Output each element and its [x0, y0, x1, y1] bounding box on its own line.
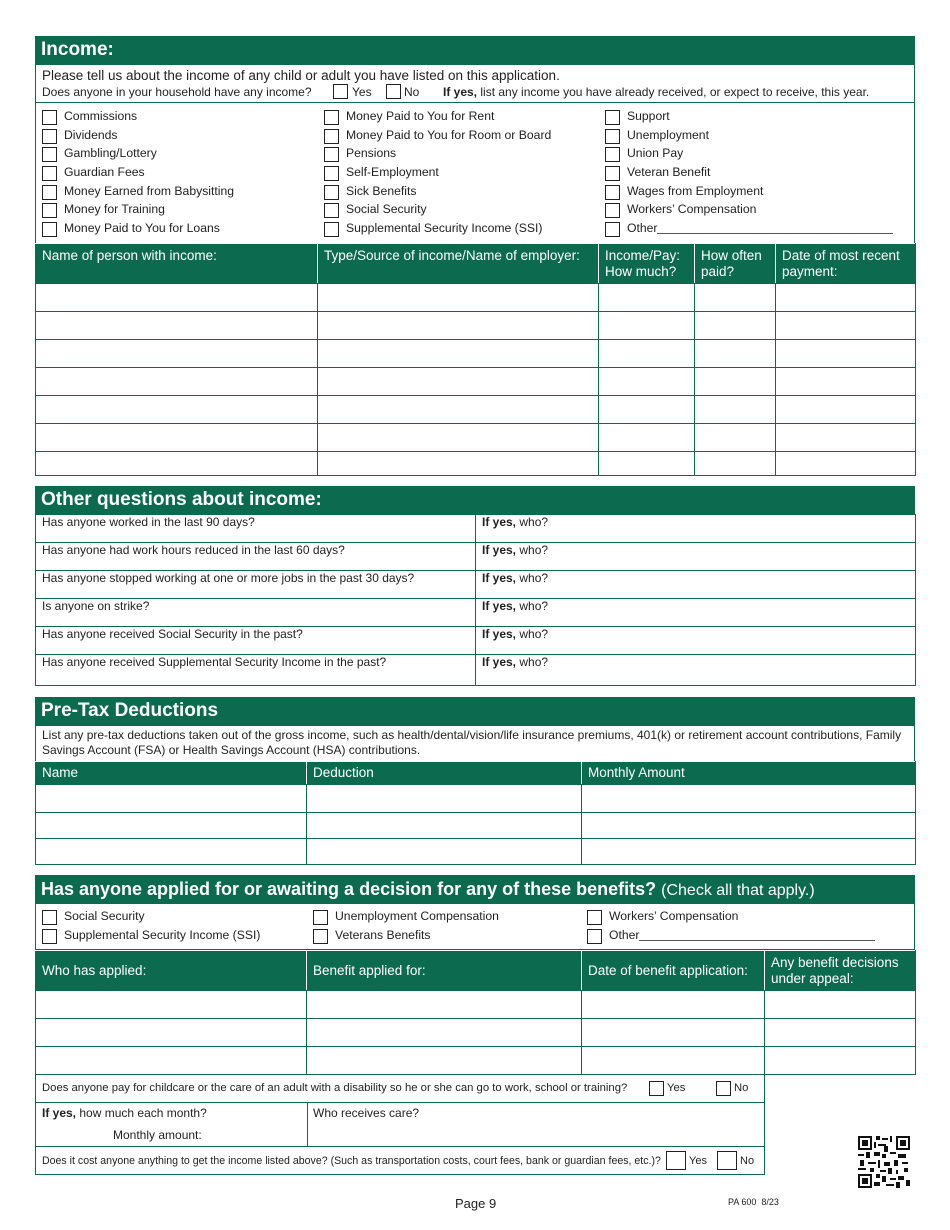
checkbox[interactable]	[42, 129, 57, 144]
checkbox[interactable]	[605, 110, 620, 125]
question-row	[36, 515, 916, 543]
income-no-checkbox[interactable]	[386, 84, 401, 99]
checkbox[interactable]	[605, 222, 620, 237]
table-row	[36, 813, 916, 839]
question-ssi: Has anyone received Supplemental Security Income in the past?	[36, 655, 476, 686]
benefits-title: Has anyone applied for or awaiting a decision for any of these benefits?	[41, 879, 657, 899]
table-row	[36, 284, 916, 312]
who-receives-care[interactable]: Who receives care?	[313, 1106, 420, 1120]
question-row	[36, 543, 916, 571]
question-social-security: Has anyone received Social Security in the past?	[36, 627, 476, 655]
table-row	[36, 368, 916, 396]
cost-question: Does it cost anyone anything to get the income listed above? (Such as transportation costs, court fees, bank or guardian fees, etc.)?	[42, 1155, 661, 1167]
pretax-description: List any pre-tax deductions taken out of the gross income, such as health/dental/vision/life insurance premiums, 401(k) or retirement account contributions, Family Savings Account (FSA) or Health Savings Account (HSA) contributions.	[42, 728, 902, 757]
pretax-table	[35, 761, 916, 865]
checkbox[interactable]	[42, 910, 57, 925]
table-row	[36, 785, 916, 813]
checkbox[interactable]	[42, 929, 57, 944]
childcare-no-checkbox[interactable]	[716, 1081, 731, 1096]
other-questions-header	[35, 486, 915, 514]
col-header-date-recent: Date of most recent payment:	[776, 244, 916, 284]
col-header-deduction: Deduction	[307, 762, 582, 785]
checkbox[interactable]	[324, 110, 339, 125]
col-header-name: Name	[36, 762, 307, 785]
table-row	[36, 312, 916, 340]
col-header-benefit-applied: Benefit applied for:	[307, 951, 582, 991]
checkbox[interactable]	[313, 910, 328, 925]
col-header-name: Name of person with income:	[36, 244, 318, 284]
if-yes-who[interactable]: If yes, who?	[476, 515, 916, 543]
income-question: Does anyone in your household have any income?	[42, 85, 312, 99]
col-header-under-appeal: Any benefit decisions under appeal:	[765, 951, 916, 991]
pretax-title: Pre-Tax Deductions	[41, 700, 219, 721]
table-row	[36, 1019, 916, 1047]
childcare-amount-row	[35, 1103, 765, 1147]
question-row	[36, 571, 916, 599]
if-yes-who[interactable]: If yes, who?	[476, 571, 916, 599]
table-row	[36, 839, 916, 865]
if-yes-who[interactable]: If yes, who?	[476, 655, 916, 686]
if-yes-who[interactable]: If yes, who?	[476, 543, 916, 571]
checkbox[interactable]	[324, 185, 339, 200]
table-row	[36, 396, 916, 424]
question-stopped-working: Has anyone stopped working at one or more jobs in the past 30 days?	[36, 571, 476, 599]
page-number: Page 9	[455, 1196, 497, 1211]
table-row	[36, 452, 916, 476]
col-header-monthly-amount: Monthly Amount	[582, 762, 916, 785]
checkbox[interactable]	[324, 129, 339, 144]
checkbox[interactable]	[324, 166, 339, 181]
checkbox[interactable]	[324, 203, 339, 218]
question-worked-90: Has anyone worked in the last 90 days?	[36, 515, 476, 543]
question-row	[36, 599, 916, 627]
question-row	[36, 627, 916, 655]
income-yes-checkbox[interactable]	[333, 84, 348, 99]
benefits-options-box: Social Security Supplemental Security Income (SSI) Unemployment Compensation Veterans Benefits Workers’ Compensation Other	[35, 903, 915, 950]
checkbox[interactable]	[605, 185, 620, 200]
benefits-header	[35, 875, 915, 903]
childcare-monthly-amount[interactable]: Monthly amount:	[113, 1128, 202, 1142]
income-section-header	[35, 36, 915, 64]
col-header-income-pay: Income/Pay: How much?	[599, 244, 695, 284]
col-header-date-application: Date of benefit application:	[582, 951, 765, 991]
childcare-yes-label: Yes	[667, 1082, 686, 1094]
form-id: PA 600 8/23	[728, 1197, 779, 1207]
divider	[307, 1103, 308, 1146]
checkbox[interactable]	[42, 185, 57, 200]
childcare-row	[35, 1074, 765, 1103]
income-no-label: No	[404, 85, 420, 99]
table-row	[36, 1047, 916, 1075]
cost-yes-checkbox[interactable]	[666, 1151, 686, 1170]
other-questions-title: Other questions about income:	[41, 489, 322, 510]
other-questions-table	[35, 514, 916, 686]
checkbox[interactable]	[42, 110, 57, 125]
question-hours-reduced: Has anyone had work hours reduced in the last 60 days?	[36, 543, 476, 571]
pretax-description-box	[35, 725, 915, 762]
income-question-row	[42, 85, 312, 99]
table-row	[36, 991, 916, 1019]
other-benefit-line[interactable]	[639, 929, 875, 941]
checkbox[interactable]	[324, 222, 339, 237]
table-row	[36, 340, 916, 368]
pretax-header	[35, 697, 915, 725]
income-table	[35, 243, 916, 476]
checkbox[interactable]	[42, 147, 57, 162]
checkbox[interactable]	[42, 222, 57, 237]
checkbox[interactable]	[587, 929, 602, 944]
col-header-type-source: Type/Source of income/Name of employer:	[318, 244, 599, 284]
checkbox[interactable]	[605, 147, 620, 162]
cost-no-label: No	[740, 1155, 755, 1167]
question-row	[36, 655, 916, 686]
checkbox[interactable]	[324, 147, 339, 162]
checkbox[interactable]	[42, 166, 57, 181]
question-strike: Is anyone on strike?	[36, 599, 476, 627]
checkbox[interactable]	[313, 929, 328, 944]
benefits-title-note: (Check all that apply.)	[661, 882, 815, 899]
checkbox[interactable]	[42, 203, 57, 218]
if-yes-who[interactable]: If yes, who?	[476, 599, 916, 627]
benefits-table	[35, 950, 916, 1075]
childcare-if-yes: If yes, how much each month?	[42, 1106, 207, 1120]
childcare-question: Does anyone pay for childcare or the care of an adult with a disability so he or she can go to work, school or training?	[42, 1082, 628, 1094]
checkbox[interactable]	[587, 910, 602, 925]
income-types-box: Commissions Dividends Gambling/Lottery Guardian Fees Money Earned from Babysitting Money for Training Money Paid to You for Loans Money Paid to You for Rent Money Paid to You for Room or Board Pensions Self-Employment Sick Benefits Social Security Supplemental Security Income (SSI) Support Unemployment Union Pay Veteran Benefit Wages from Employment Workers’ Compensation Other	[35, 102, 915, 244]
income-intro-box	[35, 64, 915, 103]
checkbox[interactable]	[605, 166, 620, 181]
qr-code-icon	[858, 1136, 910, 1188]
income-title: Income:	[41, 39, 114, 60]
childcare-yes-checkbox[interactable]	[649, 1081, 664, 1096]
childcare-no-label: No	[734, 1082, 749, 1094]
cost-row	[35, 1147, 765, 1175]
cost-no-checkbox[interactable]	[717, 1151, 737, 1170]
other-income-line[interactable]	[657, 222, 893, 234]
checkbox[interactable]	[605, 203, 620, 218]
cost-yes-label: Yes	[689, 1155, 707, 1167]
income-if-yes: If yes, list any income you have already received, or expect to receive, this year.	[443, 85, 870, 99]
income-yes-label: Yes	[352, 85, 372, 99]
col-header-how-often: How often paid?	[695, 244, 776, 284]
if-yes-who[interactable]: If yes, who?	[476, 627, 916, 655]
col-header-who-applied: Who has applied:	[36, 951, 307, 991]
table-row	[36, 424, 916, 452]
checkbox[interactable]	[605, 129, 620, 144]
income-intro: Please tell us about the income of any child or adult you have listed on this application.	[42, 68, 560, 83]
